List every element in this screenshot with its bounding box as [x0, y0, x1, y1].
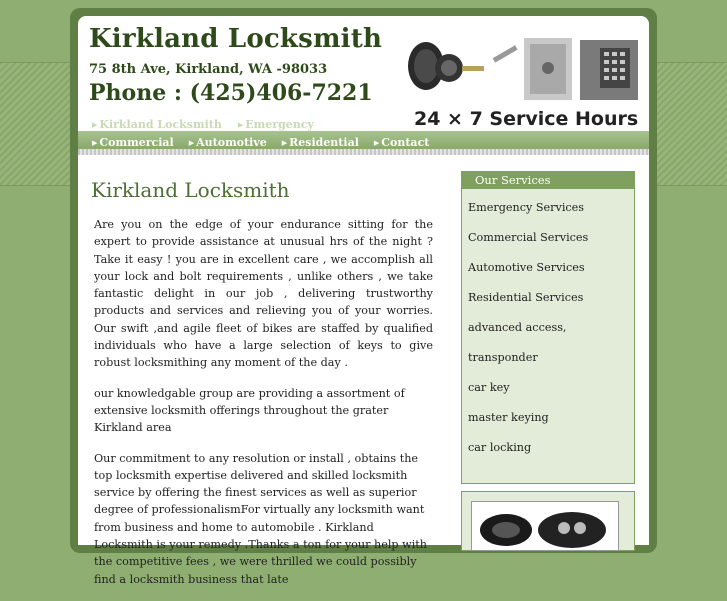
- service-hours-text: 24 × 7 Service Hours: [414, 108, 639, 130]
- services-sidebar: [461, 171, 635, 484]
- address-text: 75 8th Ave, Kirkland, WA -98033: [89, 62, 328, 77]
- content-paragraph: Our commitment to any resolution or install , obtains the top locksmith expertise delivered and skilled locksmith service by offering the finest services as well as superior degree of professionalismFor virtually any locksmith want from business and home to automobile . Kirkland Locksmith is your remedy .Thanks a ton for your help with the competitive fees , we were thrilled we could possibly find a locksmith business that late: [94, 451, 427, 586]
- site-title: Kirkland Locksmith: [89, 24, 383, 54]
- phone-number: Phone : (425)406-7221: [89, 80, 373, 106]
- service-link[interactable]: Commercial Services: [468, 231, 589, 244]
- nav-link-commercial[interactable]: [92, 134, 174, 150]
- service-link[interactable]: car locking: [468, 441, 532, 454]
- nav-link-kirkland-locksmith[interactable]: [92, 116, 222, 132]
- top-nav: [78, 116, 438, 132]
- main-content: [91, 178, 433, 601]
- sidebar-title: Our Services: [462, 172, 634, 189]
- nav-label: Emergency: [245, 117, 314, 131]
- nav-link-emergency[interactable]: [238, 116, 314, 132]
- main-nav: [78, 134, 429, 150]
- sidebar-image-box: [461, 491, 635, 551]
- nav-label: Residential: [289, 135, 359, 149]
- nav-link-automotive[interactable]: [189, 134, 267, 150]
- nav-label: Kirkland Locksmith: [99, 117, 222, 131]
- service-link[interactable]: master keying: [468, 411, 549, 424]
- nav-label: Automotive: [196, 135, 267, 149]
- arrow-right-icon: ▶: [92, 119, 98, 129]
- arrow-right-icon: ▶: [188, 137, 195, 147]
- arrow-right-icon: ▶: [92, 137, 98, 147]
- content-paragraph: our knowledgable group are providing a assortment of extensive locksmith offerings throughout the grater Kirkland area: [94, 386, 405, 435]
- header-banner-image: [404, 26, 649, 136]
- page-container: [78, 16, 649, 586]
- service-link[interactable]: car key: [468, 381, 510, 394]
- service-link[interactable]: transponder: [468, 351, 538, 364]
- nav-label: Commercial: [99, 135, 174, 149]
- service-link[interactable]: Emergency Services: [468, 201, 585, 214]
- service-link[interactable]: advanced access,: [468, 321, 567, 334]
- arrow-right-icon: ▶: [281, 137, 288, 147]
- arrow-right-icon: ▶: [373, 137, 380, 147]
- service-link[interactable]: Residential Services: [468, 291, 584, 304]
- service-link[interactable]: Automotive Services: [468, 261, 585, 274]
- services-list: [462, 189, 634, 471]
- car-key-image: [471, 501, 619, 551]
- nav-link-contact[interactable]: [374, 134, 429, 150]
- nav-link-residential[interactable]: [282, 134, 359, 150]
- nav-label: Contact: [381, 135, 430, 149]
- arrow-right-icon: ▶: [237, 119, 244, 129]
- content-paragraph: Are you on the edge of your endurance sitting for the expert to provide assistance at unusual hrs of the night ? Take it easy ! you are in excellent care , we accomplish all your lock and bolt requirements , unlike others , we take fantastic delight in our job , delivering trustworthy products and services and relieving you of your worries. Our swift ,and agile fleet of bikes are staffed by qualified individuals who have a large selection of keys to give robust locksmithing any moment of the day .: [94, 218, 433, 370]
- content-heading: Kirkland Locksmith: [91, 178, 290, 202]
